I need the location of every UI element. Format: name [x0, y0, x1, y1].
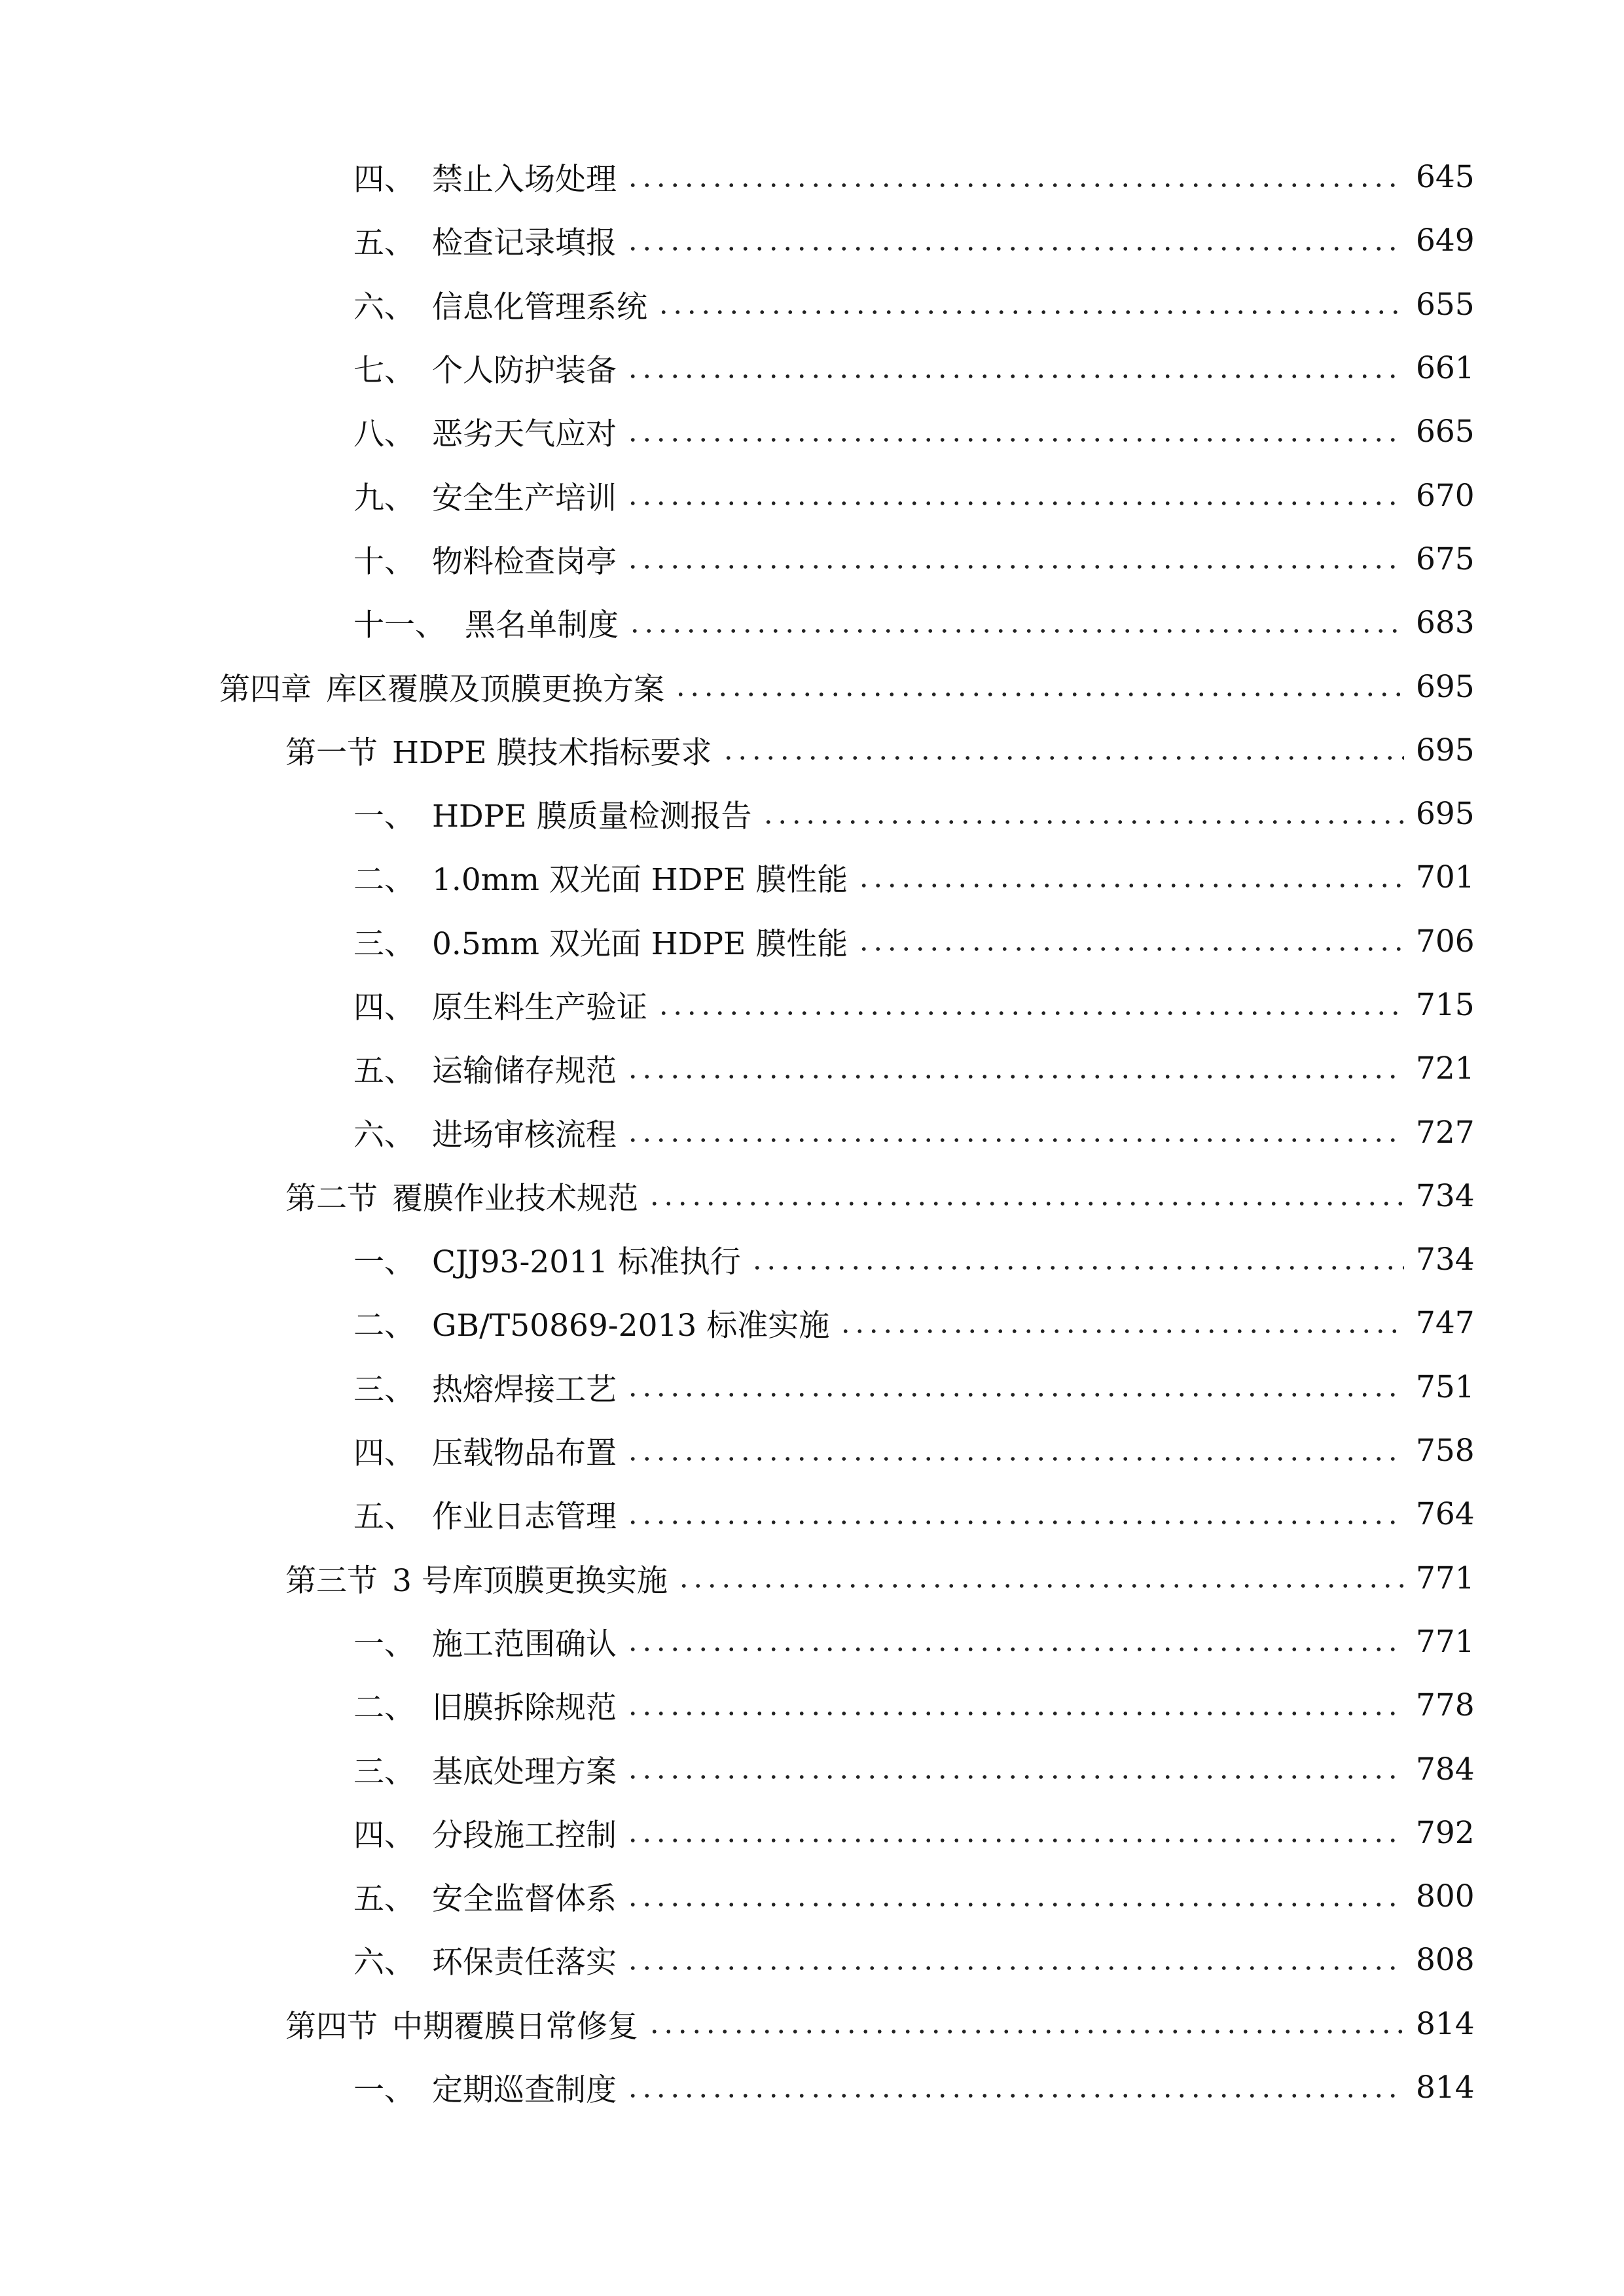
toc-entry-title: 原生料生产验证: [432, 990, 647, 1026]
dot-leader: [626, 374, 1404, 378]
toc-entry-title: 旧膜拆除规范: [432, 1690, 617, 1727]
toc-entry-title: 3 号库顶膜更换实施: [392, 1562, 668, 1599]
toc-entry-title: HDPE 膜技术指标要求: [392, 734, 712, 771]
dot-leader: [626, 1075, 1404, 1079]
dot-leader: [626, 501, 1404, 505]
toc-entry-number: 五、: [353, 1053, 415, 1090]
toc-entry-number: 二、: [353, 862, 415, 899]
toc-entry-item[interactable]: [0, 1037, 1624, 1100]
toc-entry-title: 分段施工控制: [432, 1817, 617, 1854]
toc-entry-title: 检查记录填报: [432, 225, 617, 262]
toc-entry-item[interactable]: [0, 145, 1624, 209]
dot-leader: [657, 1011, 1404, 1015]
toc-entry-number: 一、: [353, 1244, 415, 1281]
toc-entry-page-number: 734: [1416, 1242, 1475, 1278]
toc-entry-item[interactable]: [0, 1482, 1624, 1546]
dot-leader: [626, 2094, 1404, 2098]
toc-entry-title: 施工范围确认: [432, 1626, 617, 1662]
toc-entry-page-number: 727: [1416, 1114, 1475, 1151]
toc-entry-item[interactable]: [0, 1801, 1624, 1865]
toc-entry-item[interactable]: [0, 1355, 1624, 1419]
toc-entry-title: 物料检查岗亭: [432, 543, 617, 580]
toc-entry-item[interactable]: [0, 336, 1624, 400]
toc-entry-page-number: 771: [1416, 1560, 1475, 1596]
toc-entry-page-number: 645: [1416, 159, 1475, 196]
toc-entry-number: 一、: [353, 2072, 415, 2109]
toc-entry-number: 四、: [353, 162, 415, 198]
toc-entry-item[interactable]: [0, 273, 1624, 336]
toc-entry-title: 作业日志管理: [432, 1499, 617, 1535]
dot-leader: [647, 2030, 1404, 2034]
toc-entry-item[interactable]: [0, 1100, 1624, 1164]
dot-leader: [626, 1775, 1404, 1779]
toc-entry-item[interactable]: [0, 1865, 1624, 1928]
toc-entry-page-number: 706: [1416, 923, 1475, 960]
dot-leader: [626, 1457, 1404, 1461]
toc-entry-item[interactable]: [0, 1228, 1624, 1291]
toc-entry-number: 十一、: [353, 607, 446, 644]
toc-entry-item[interactable]: [0, 2056, 1624, 2119]
toc-entry-item[interactable]: [0, 528, 1624, 591]
toc-entry-page-number: 655: [1416, 286, 1475, 323]
toc-entry-title: HDPE 膜质量检测报告: [432, 798, 752, 835]
toc-entry-title: 运输储存规范: [432, 1053, 617, 1090]
toc-entry-page-number: 764: [1416, 1496, 1475, 1533]
dot-leader: [626, 247, 1404, 251]
toc-entry-page-number: 778: [1416, 1687, 1475, 1724]
toc-entry-title: 热熔焊接工艺: [432, 1371, 617, 1408]
toc-entry-number: 二、: [353, 1308, 415, 1344]
dot-leader: [626, 1903, 1404, 1907]
toc-entry-title: 覆膜作业技术规范: [392, 1180, 638, 1217]
toc-entry-page-number: 751: [1416, 1369, 1475, 1405]
toc-entry-title: GB/T50869-2013 标准实施: [432, 1308, 830, 1344]
toc-entry-page-number: 715: [1416, 987, 1475, 1023]
toc-entry-title: 压载物品布置: [432, 1435, 617, 1472]
toc-entry-page-number: 771: [1416, 1623, 1475, 1660]
toc-entry-number: 三、: [353, 925, 415, 962]
toc-entry-page-number: 814: [1416, 2005, 1475, 2042]
toc-entry-section[interactable]: [0, 1164, 1624, 1228]
toc-entry-number: 一、: [353, 798, 415, 835]
toc-entry-number: 第三节: [285, 1562, 378, 1599]
toc-entry-page-number: 814: [1416, 2070, 1475, 2106]
table-of-contents: [0, 145, 1624, 2119]
toc-entry-page-number: 721: [1416, 1050, 1475, 1087]
toc-entry-number: 六、: [353, 1117, 415, 1153]
toc-entry-chapter[interactable]: [0, 655, 1624, 718]
toc-entry-page-number: 747: [1416, 1305, 1475, 1342]
toc-entry-title: 个人防护装备: [432, 353, 617, 389]
toc-entry-item[interactable]: [0, 463, 1624, 527]
toc-entry-page-number: 661: [1416, 350, 1475, 387]
toc-entry-title: 信息化管理系统: [432, 289, 647, 325]
toc-entry-number: 三、: [353, 1753, 415, 1790]
toc-entry-number: 六、: [353, 289, 415, 325]
toc-entry-title: 恶劣天气应对: [432, 416, 617, 453]
dot-leader: [626, 183, 1404, 187]
toc-entry-number: 八、: [353, 416, 415, 453]
toc-entry-number: 三、: [353, 1371, 415, 1408]
dot-leader: [626, 1393, 1404, 1397]
toc-entry-page-number: 649: [1416, 223, 1475, 259]
toc-entry-item[interactable]: [0, 400, 1624, 463]
toc-entry-section[interactable]: [0, 1992, 1624, 2056]
toc-entry-number: 五、: [353, 1881, 415, 1918]
toc-entry-item[interactable]: [0, 910, 1624, 973]
toc-entry-item[interactable]: [0, 1610, 1624, 1674]
toc-entry-number: 七、: [353, 353, 415, 389]
toc-entry-page-number: 695: [1416, 796, 1475, 833]
dot-leader: [674, 692, 1404, 696]
dot-leader: [626, 1647, 1404, 1651]
toc-entry-number: 一、: [353, 1626, 415, 1662]
toc-entry-title: 禁止入场处理: [432, 162, 617, 198]
toc-entry-number: 第四节: [285, 2008, 378, 2045]
toc-entry-item[interactable]: [0, 973, 1624, 1037]
toc-entry-item[interactable]: [0, 1291, 1624, 1355]
toc-entry-title: 安全监督体系: [432, 1881, 617, 1918]
toc-entry-page-number: 808: [1416, 1942, 1475, 1979]
dot-leader: [626, 565, 1404, 569]
toc-entry-page-number: 695: [1416, 732, 1475, 768]
toc-entry-title: 库区覆膜及顶膜更换方案: [326, 671, 664, 708]
toc-entry-number: 十、: [353, 543, 415, 580]
toc-entry-title: 进场审核流程: [432, 1117, 617, 1153]
toc-entry-section[interactable]: [0, 719, 1624, 782]
toc-entry-number: 四、: [353, 1817, 415, 1854]
dot-leader: [626, 1138, 1404, 1142]
toc-entry-page-number: 758: [1416, 1433, 1475, 1469]
toc-entry-item[interactable]: [0, 1674, 1624, 1737]
dot-leader: [626, 1839, 1404, 1842]
toc-entry-page-number: 670: [1416, 477, 1475, 514]
toc-entry-number: 二、: [353, 1690, 415, 1727]
toc-entry-number: 五、: [353, 225, 415, 262]
toc-entry-number: 第四章: [219, 671, 312, 708]
toc-entry-item[interactable]: [0, 846, 1624, 909]
toc-entry-number: 四、: [353, 990, 415, 1026]
toc-entry-title: 0.5mm 双光面 HDPE 膜性能: [432, 925, 848, 962]
toc-entry-item[interactable]: [0, 591, 1624, 655]
dot-leader: [626, 1966, 1404, 1970]
toc-entry-title: 中期覆膜日常修复: [392, 2008, 638, 2045]
toc-entry-page-number: 683: [1416, 605, 1475, 641]
toc-entry-section[interactable]: [0, 1547, 1624, 1610]
toc-entry-page-number: 701: [1416, 859, 1475, 896]
toc-entry-number: 第一节: [285, 734, 378, 771]
toc-entry-title: 环保责任落实: [432, 1945, 617, 1981]
toc-entry-item[interactable]: [0, 1928, 1624, 1992]
toc-entry-number: 六、: [353, 1945, 415, 1981]
toc-entry-item[interactable]: [0, 209, 1624, 272]
toc-entry-page-number: 800: [1416, 1878, 1475, 1915]
dot-leader: [628, 629, 1404, 633]
toc-entry-item[interactable]: [0, 1737, 1624, 1801]
dot-leader: [626, 438, 1404, 442]
dot-leader: [750, 1266, 1404, 1270]
toc-entry-page-number: 695: [1416, 668, 1475, 705]
toc-entry-number: 四、: [353, 1435, 415, 1472]
toc-entry-page-number: 675: [1416, 541, 1475, 577]
toc-entry-page-number: 665: [1416, 414, 1475, 450]
dot-leader: [657, 310, 1404, 314]
toc-entry-item[interactable]: [0, 782, 1624, 846]
dot-leader: [626, 1520, 1404, 1524]
dot-leader: [626, 1712, 1404, 1715]
dot-leader: [839, 1329, 1404, 1333]
toc-entry-title: 1.0mm 双光面 HDPE 膜性能: [432, 862, 848, 899]
toc-entry-number: 九、: [353, 480, 415, 516]
toc-entry-number: 第二节: [285, 1180, 378, 1217]
dot-leader: [857, 884, 1404, 888]
toc-entry-page-number: 784: [1416, 1751, 1475, 1787]
dot-leader: [677, 1584, 1404, 1588]
toc-entry-page-number: 734: [1416, 1177, 1475, 1214]
toc-entry-title: 黑名单制度: [465, 607, 619, 644]
toc-entry-title: 安全生产培训: [432, 480, 617, 516]
toc-entry-item[interactable]: [0, 1419, 1624, 1482]
toc-entry-page-number: 792: [1416, 1814, 1475, 1851]
toc-entry-title: 基底处理方案: [432, 1753, 617, 1790]
dot-leader: [721, 756, 1404, 760]
dot-leader: [647, 1202, 1404, 1206]
toc-entry-title: CJJ93-2011 标准执行: [432, 1244, 741, 1281]
dot-leader: [761, 820, 1404, 824]
toc-entry-title: 定期巡查制度: [432, 2072, 617, 2109]
toc-entry-number: 五、: [353, 1499, 415, 1535]
dot-leader: [857, 947, 1404, 951]
